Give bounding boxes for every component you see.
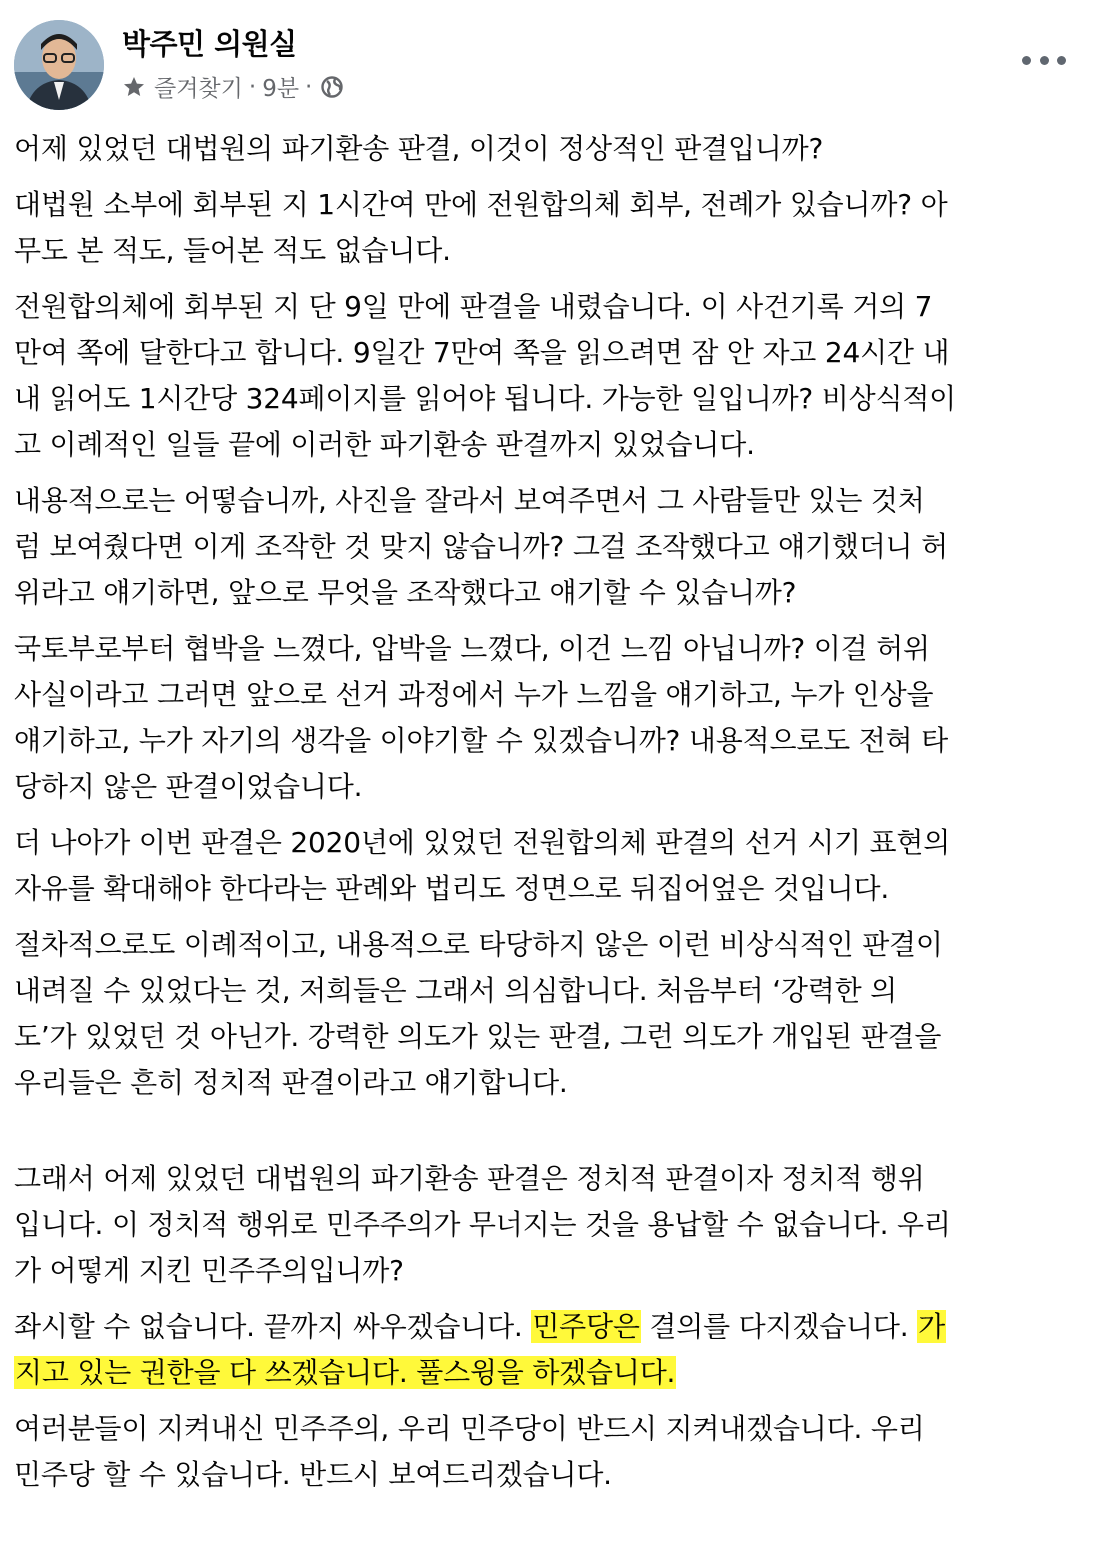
star-icon [122,75,146,99]
paragraph-line: 만여 쪽에 달한다고 합니다. 9일간 7만여 쪽을 읽으려면 잠 안 자고 24시간 내 [14,336,950,369]
favorites-label[interactable]: 즐겨찾기 [154,76,243,102]
meta-separator: · [248,73,257,100]
post-paragraph [14,284,1094,468]
post-paragraph [14,626,1094,810]
paragraph-line: 가 어떻게 지킨 민주주의입니까? [14,1254,404,1287]
paragraph-line: 당하지 않은 판결이었습니다. [14,770,363,803]
paragraph-line: 어제 있었던 대법원의 파기환송 판결, 이것이 정상적인 판결입니까? [14,132,824,165]
post-paragraph [14,126,1094,172]
post-header [0,0,1113,118]
paragraph-line: 전원합의체에 회부된 지 단 9일 만에 판결을 내렸습니다. 이 사건기록 거의 7 [14,290,933,323]
globe-icon [320,75,344,99]
paragraph-line: 민주당 할 수 있습니다. 반드시 보여드리겠습니다. [14,1458,612,1491]
highlighted-paragraph [14,1304,1094,1396]
paragraph-line: 위라고 얘기하면, 앞으로 무엇을 조작했다고 얘기할 수 있습니까? [14,576,797,609]
paragraph-line: 대법원 소부에 회부된 지 1시간여 만에 전원합의체 회부, 전례가 있습니까? 아 [14,188,948,221]
highlight: 지고 있는 권한을 다 쓰겠습니다. 풀스윙을 하겠습니다. [15,1356,676,1389]
paragraph-line: 우리들은 흔히 정치적 판결이라고 얘기합니다. [14,1066,568,1099]
post-paragraph [14,922,1094,1106]
paragraph-line: 그래서 어제 있었던 대법원의 파기환송 판결은 정치적 판결이자 정치적 행위 [14,1162,925,1195]
paragraph-line: 내 읽어도 1시간당 324페이지를 읽어야 됩니다. 가능한 일입니까? 비상식적이 [14,382,957,415]
post-paragraph [14,182,1094,274]
text-segment: 좌시할 수 없습니다. 끝까지 싸우겠습니다. [14,1310,532,1343]
paragraph-line: 럼 보여줬다면 이게 조작한 것 맞지 않습니까? 그걸 조작했다고 얘기했더니 허 [14,530,948,563]
post-paragraph [14,1156,1094,1294]
paragraph-line: 무도 본 적도, 들어본 적도 없습니다. [14,234,451,267]
paragraph-line: 사실이라고 그러면 앞으로 선거 과정에서 누가 느낌을 얘기하고, 누가 인상을 [14,678,934,711]
post-paragraph [14,478,1094,616]
paragraph-line: 내용적으로는 어떻습니까, 사진을 잘라서 보여주면서 그 사람들만 있는 것처 [14,484,925,517]
paragraph-line: 고 이례적인 일들 끝에 이러한 파기환송 판결까지 있었습니다. [14,428,755,461]
paragraph-line: 얘기하고, 누가 자기의 생각을 이야기할 수 있겠습니까? 내용적으로도 전혀 타 [14,724,948,757]
more-options-icon[interactable] [1022,48,1066,72]
meta-separator: · [305,73,313,100]
closing-paragraph [14,1406,1094,1498]
paragraph-line: 절차적으로도 이례적이고, 내용적으로 타당하지 않은 이런 비상식적인 판결이 [14,928,943,961]
author-name[interactable]: 박주민 의원실 [122,27,297,61]
post-body [14,126,1094,1508]
paragraph-line: 도’가 있었던 것 아닌가. 강력한 의도가 있는 판결, 그런 의도가 개입된 판결을 [14,1020,942,1053]
post-meta [122,70,344,103]
paragraph-line: 자유를 확대해야 한다라는 판례와 법리도 정면으로 뒤집어엎은 것입니다. [14,872,890,905]
paragraph-line: 내려질 수 있었다는 것, 저희들은 그래서 의심합니다. 처음부터 ‘강력한 의 [14,974,897,1007]
paragraph-line: 입니다. 이 정치적 행위로 민주주의가 무너지는 것을 용납할 수 없습니다. 우리 [14,1208,951,1241]
post-paragraph [14,820,1094,912]
highlight: 민주당은 [532,1310,640,1343]
paragraph-line: 국토부로부터 협박을 느꼈다, 압박을 느꼈다, 이건 느낌 아닙니까? 이걸 허위 [14,632,930,665]
paragraph-line: 더 나아가 이번 판결은 2020년에 있었던 전원합의체 판결의 선거 시기 표현의 [14,826,951,859]
post-time[interactable]: 9분 [262,76,300,102]
paragraph-line: 여러분들이 지켜내신 민주주의, 우리 민주당이 반드시 지켜내겠습니다. 우리 [14,1412,925,1445]
paragraph-gap [14,1116,1094,1156]
avatar[interactable] [14,20,104,110]
text-segment: 결의를 다지겠습니다. [640,1310,918,1343]
highlight: 가 [918,1310,946,1343]
